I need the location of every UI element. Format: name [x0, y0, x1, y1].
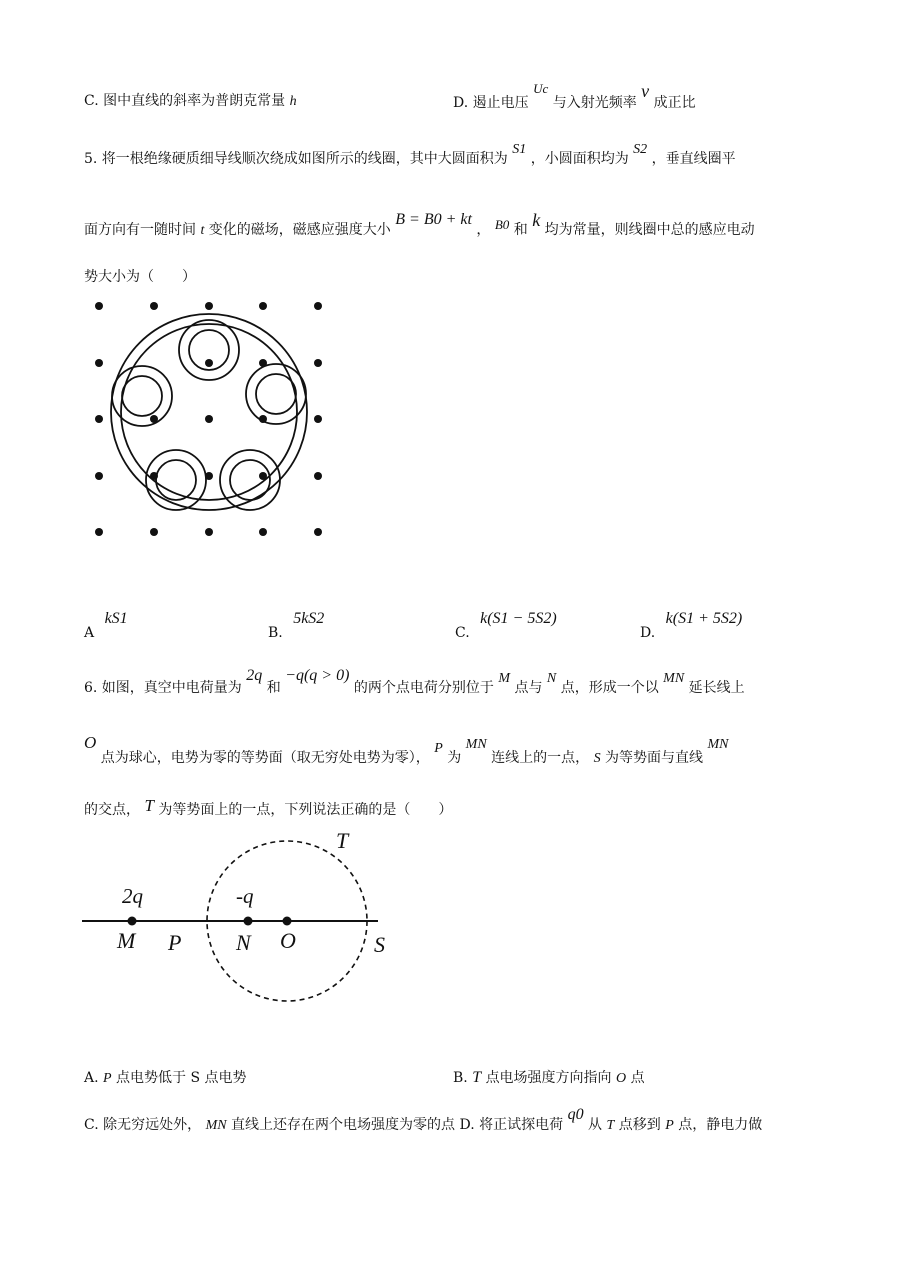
q6-l2-d: 为等势面与直线 [605, 750, 704, 766]
q6-l2-a: 点为球心，电势为零的等势面（取无穷处电势为零）， [100, 750, 430, 766]
fig-label-negq: -q [236, 884, 254, 908]
q6-l1-b: 的两个点电荷分别位于 [353, 680, 494, 696]
q6-mn-2: MN [465, 737, 487, 752]
q5-l1-b: ，小圆面积均为 [530, 151, 629, 167]
q6-t: T [144, 796, 154, 815]
q4-option-c-h: h [289, 94, 297, 109]
q5-option-a-value: kS1 [104, 610, 128, 627]
q6-option-a [84, 1069, 247, 1088]
q5-option-d-label: D. [640, 625, 656, 641]
fig-label-m: M [117, 928, 136, 953]
q6-l1-e: 延长线上 [688, 680, 745, 696]
q6-option-d-p: P [665, 1118, 674, 1133]
q5-l2-b: 变化的磁场，磁感应强度大小 [208, 222, 391, 238]
fig-label-p: P [168, 930, 182, 955]
q6-option-b-label: B. [453, 1070, 468, 1086]
q5-option-c-value: k(S1 − 5S2) [480, 610, 557, 627]
q6-l3-b: 为等势面上的一点，下列说法正确的是（ ） [158, 802, 453, 818]
q5-l3: 势大小为（ ） [84, 269, 196, 285]
q4-option-d-uc: Uc [533, 81, 549, 96]
q5-option-c-label: C. [455, 625, 470, 641]
q6-option-a-p: P [103, 1071, 112, 1086]
q4-option-d-post: 成正比 [653, 95, 696, 111]
q5-l2-c: ， [476, 222, 491, 238]
q6-l1-and: 和 [266, 680, 281, 696]
center-o-dot [283, 917, 292, 926]
q6-option-d-post: 点，静电力做 [678, 1117, 763, 1133]
q5-option-d-value: k(S1 + 5S2) [665, 610, 743, 627]
q4-option-c-text: C. 图中直线的斜率为普朗克常量 [84, 93, 286, 109]
q4-option-d-mid: 与入射光频率 [552, 95, 637, 111]
q5-b0: B0 [494, 217, 510, 232]
q6-q2: 2q [246, 667, 263, 684]
q6-l2-c: 连线上的一点， [491, 750, 590, 766]
q6-option-d-t: T [606, 1118, 615, 1133]
q6-option-a-post: 点电势 [204, 1070, 247, 1086]
q5-option-b-value: 5kS2 [293, 610, 325, 627]
q5-t: t [200, 223, 205, 238]
q5-b-formula: B = B0 + kt [395, 211, 472, 228]
q6-l1-c: 点与 [514, 680, 543, 696]
q6-l2-b: 为 [447, 750, 462, 766]
fig-label-t: T [336, 828, 349, 853]
q6-option-c-d [84, 1106, 763, 1135]
q6-option-d-q0: q0 [567, 1106, 584, 1123]
q5-l1-c: ，垂直线圈平 [651, 151, 736, 167]
q6-l1-d: 点，形成一个以 [560, 680, 659, 696]
charge-m-dot [128, 917, 137, 926]
q6-option-b-t: T [472, 1069, 482, 1086]
fig-label-n: N [236, 930, 251, 955]
q5-option-b-label: B. [268, 625, 283, 641]
charge-n-dot [244, 917, 253, 926]
q6-option-b-o: O [616, 1071, 627, 1086]
q5-l1-a: 5. 将一根绝缘硬质细导线顺次绕成如图所示的线圈，其中大圆面积为 [84, 151, 508, 167]
q6-option-d-mid: 从 [588, 1117, 603, 1133]
q6-option-c-label: C. 除无穷远处外， [84, 1117, 202, 1133]
q5-s2: S2 [633, 142, 648, 157]
q6-o: O [84, 733, 97, 752]
q6-s: S [593, 751, 601, 766]
q6-l3-a: 的交点， [84, 802, 140, 818]
q5-l2-d: 和 [513, 222, 528, 238]
q6-option-b [453, 1069, 645, 1088]
q5-s1: S1 [512, 142, 527, 157]
q5-l2-e: 均为常量，则线圈中总的感应电动 [544, 222, 755, 238]
q6-mn-3: MN [707, 737, 729, 752]
q5-l2-a: 面方向有一随时间 [84, 222, 196, 238]
q6-option-a-label: A. [84, 1070, 99, 1086]
q6-option-c-post: 直线上还存在两个电场强度为零的点 [231, 1117, 456, 1133]
fig-label-2q: 2q [122, 884, 143, 908]
q6-n: N [546, 671, 557, 686]
q6-option-a-s: S [190, 1070, 201, 1086]
q6-option-d-label: D. 将正试探电荷 [459, 1117, 564, 1133]
q6-m: M [498, 671, 510, 686]
q6-option-d-mid2: 点移到 [618, 1117, 661, 1133]
q6-option-a-mid: 点电势低于 [116, 1070, 187, 1086]
q6-l1-a: 6. 如图，真空中电荷量为 [84, 680, 242, 696]
q6-option-b-mid: 点电场强度方向指向 [485, 1070, 612, 1086]
fig-label-s: S [374, 932, 385, 957]
q6-option-c-mn: MN [205, 1118, 227, 1133]
q6-mn: MN [663, 671, 685, 686]
q5-k: k [532, 210, 541, 230]
q4-option-d-text: D. 遏止电压 [453, 95, 529, 111]
q6-negq: −q(q > 0) [285, 667, 350, 684]
q5-option-a-label: A [84, 625, 95, 641]
q4-option-d-nu: ν [641, 81, 650, 101]
q6-p: P [434, 741, 443, 756]
q6-option-b-post: 点 [630, 1070, 645, 1086]
fig-label-o: O [280, 928, 296, 953]
